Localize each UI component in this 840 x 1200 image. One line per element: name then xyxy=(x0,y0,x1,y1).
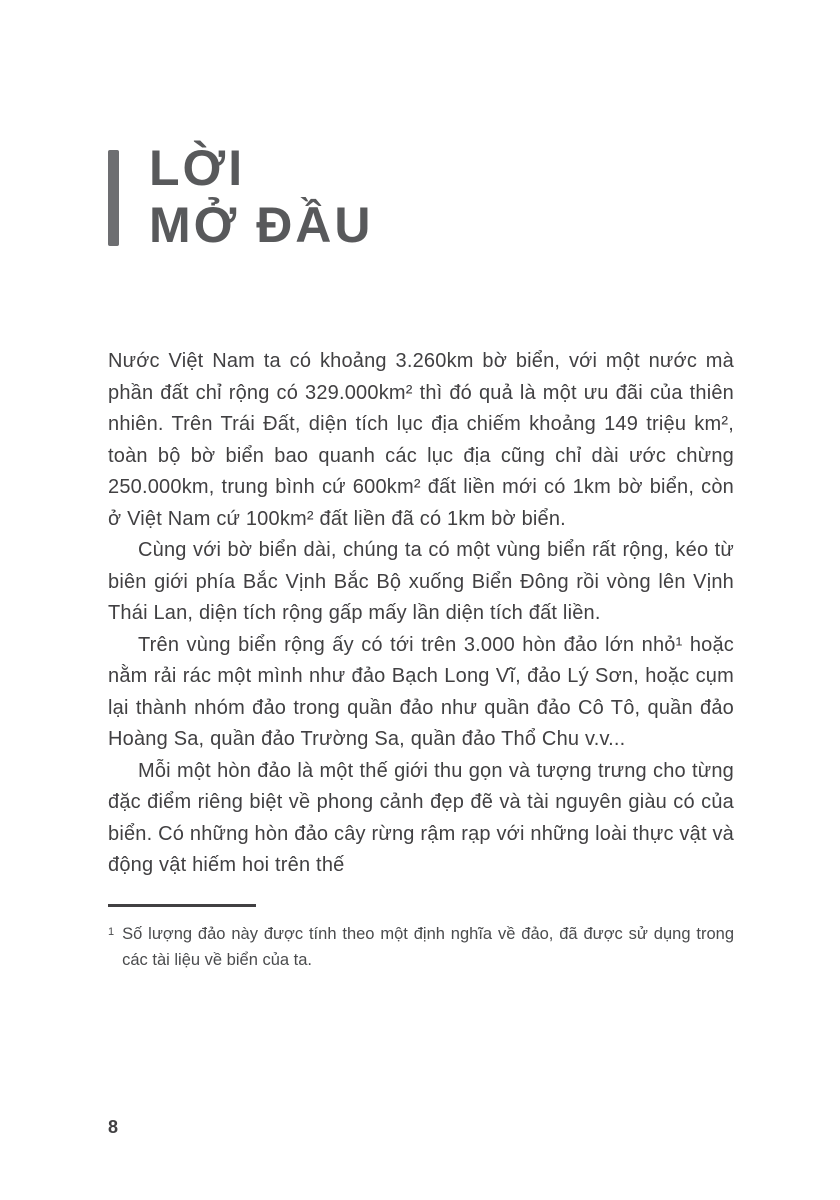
page-title-line1: LỜI xyxy=(149,140,246,196)
body-text xyxy=(108,346,734,882)
footnote-rule xyxy=(108,904,256,907)
title-accent-bar xyxy=(108,150,119,246)
footnote-marker: 1 xyxy=(108,925,115,938)
page-title xyxy=(149,140,374,254)
chapter-title-block xyxy=(108,140,734,254)
paragraph: Nước Việt Nam ta có khoảng 3.260km bờ biển, với một nước mà phần đất chỉ rộng có 329.000km² thì đó quả là một ưu đãi của thiên nhiên. Trên Trái Đất, diện tích lục địa chiếm khoảng 149 triệu km², toàn bộ bờ biển bao quanh các lục địa cũng chỉ dài ước chừng 250.000km, trung bình cứ 600km² đất liền mới có 1km bờ biển, còn ở Việt Nam cứ 100km² đất liền đã có 1km bờ biển. xyxy=(108,350,734,530)
paragraph: Trên vùng biển rộng ấy có tới trên 3.000 hòn đảo lớn nhỏ¹ hoặc nằm rải rác một mình như đảo Bạch Long Vĩ, đảo Lý Sơn, hoặc cụm lại thành nhóm đảo trong quần đảo như quần đảo Cô Tô, quần đảo Hoàng Sa, quần đảo Trường Sa, quần đảo Thổ Chu v.v... xyxy=(108,633,734,750)
paragraph: Mỗi một hòn đảo là một thế giới thu gọn và tượng trưng cho từng đặc điểm riêng biệt về phong cảnh đẹp đẽ và tài nguyên giàu có của biển. Có những hòn đảo cây rừng rậm rạp với những loài thực vật và động vật hiếm hoi trên thế xyxy=(108,759,734,876)
footnote-text: Số lượng đảo này được tính theo một định nghĩa về đảo, đã được sử dụng trong các tài liệu về biển của ta. xyxy=(122,924,734,969)
footnote xyxy=(108,921,734,973)
page-number: 8 xyxy=(108,1117,119,1137)
footnote-block xyxy=(108,904,734,973)
page-title-line2: MỞ ĐẦU xyxy=(149,197,374,253)
paragraph: Cùng với bờ biển dài, chúng ta có một vùng biển rất rộng, kéo từ biên giới phía Bắc Vịnh Bắc Bộ xuống Biển Đông rồi vòng lên Vịnh Thái Lan, diện tích rộng gấp mấy lần diện tích đất liền. xyxy=(108,539,734,624)
